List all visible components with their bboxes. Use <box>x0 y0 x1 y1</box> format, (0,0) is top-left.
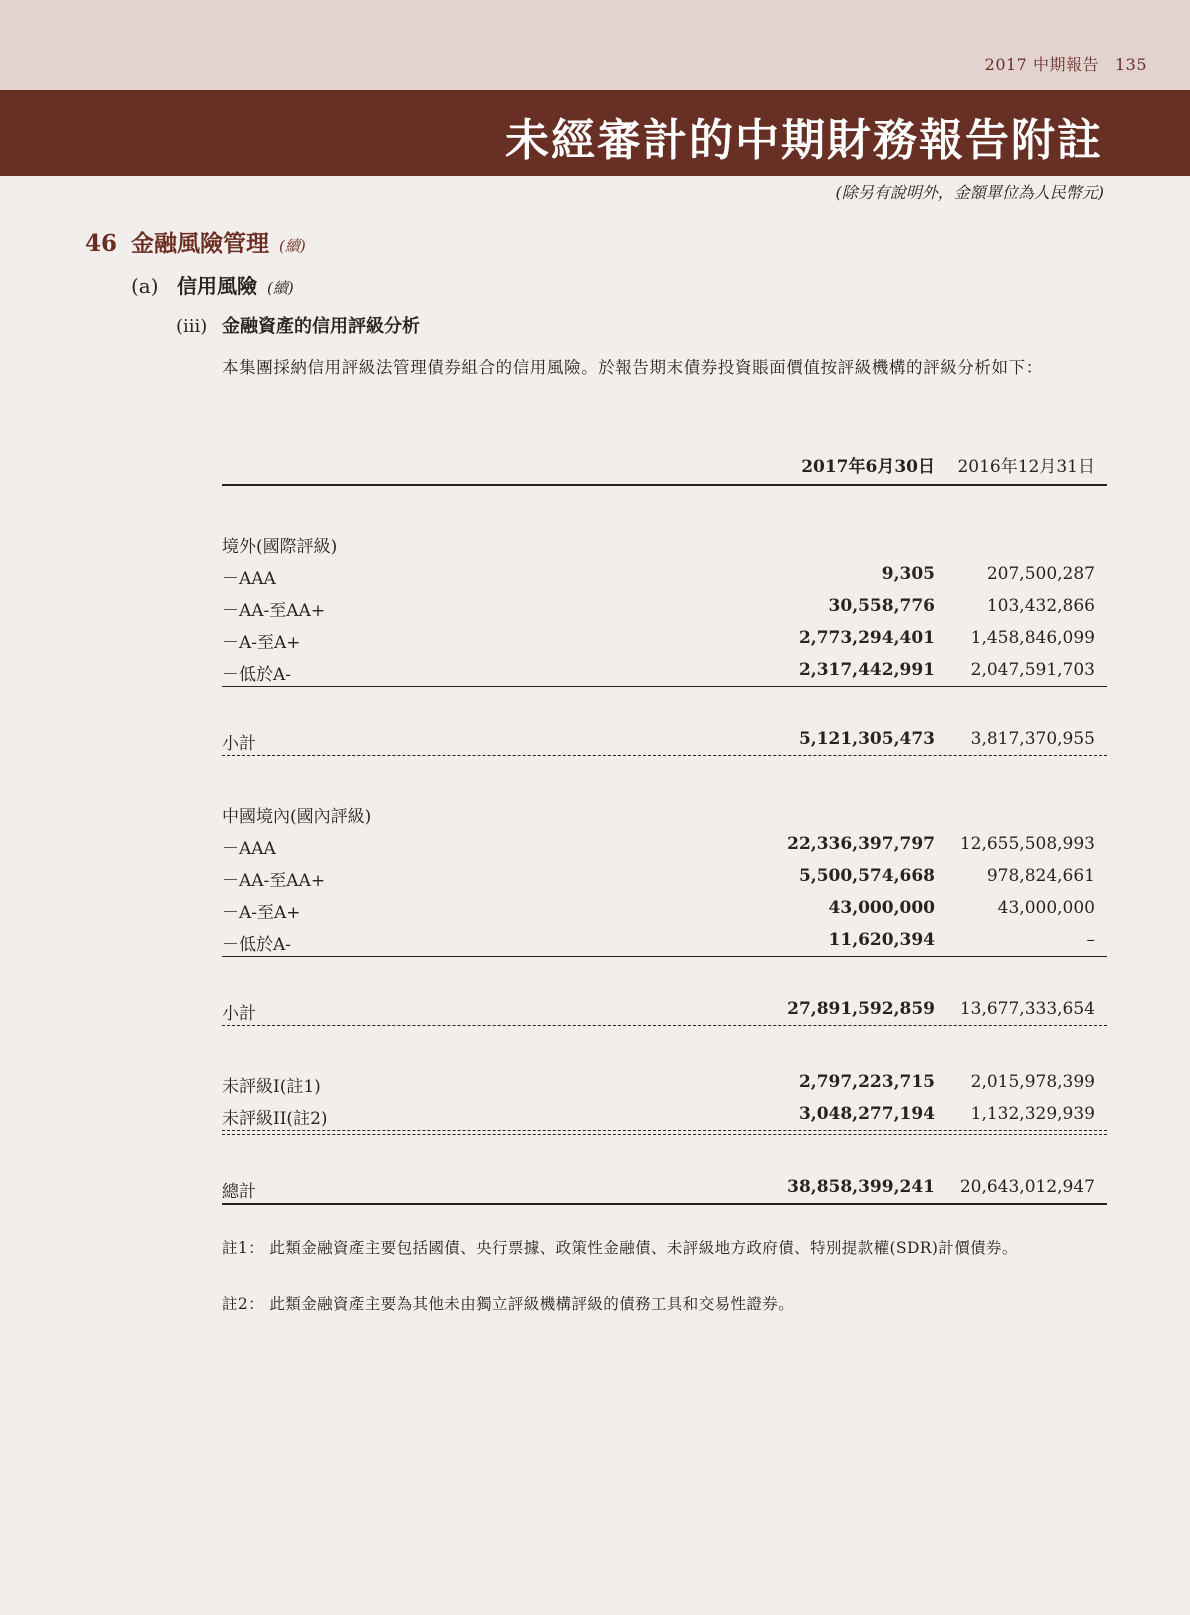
section-number: 46 <box>85 230 118 257</box>
page-number: 135 <box>1114 55 1147 74</box>
subsection-continued: (續) <box>267 279 294 297</box>
subsection-number: (a) <box>131 274 159 298</box>
table-header-row <box>222 450 1107 486</box>
subtotal-row-domestic: 小計 27,891,592,859 13,677,333,654 <box>222 993 1107 1026</box>
table-row: －低於A- 2,317,442,991 2,047,591,703 <box>222 654 1107 687</box>
subtotal-row-overseas: 小計 5,121,305,473 3,817,370,955 <box>222 723 1107 756</box>
subsubsection-number: (iii) <box>176 316 208 337</box>
column-header-2017: 2017年6月30日 <box>801 457 935 477</box>
running-header <box>985 52 1147 75</box>
footnote-1: 註1： 此類金融資產主要包括國債、央行票據、政策性金融債、未評級地方政府債、特別提款權(SDR)計價債券。 <box>222 1239 1018 1257</box>
total-row: 總計 38,858,399,241 20,643,012,947 <box>222 1171 1107 1205</box>
section-title: 金融風險管理 <box>131 230 269 257</box>
column-header-2016: 2016年12月31日 <box>957 457 1095 477</box>
footnote-2: 註2： 此類金融資產主要為其他未由獨立評級機構評級的債務工具和交易性證券。 <box>222 1295 795 1313</box>
title-bar <box>0 90 1190 176</box>
table-row: －AAA 9,305 207,500,287 <box>222 564 1095 589</box>
header-band <box>0 0 1190 90</box>
group-heading-overseas: 境外(國際評級) <box>222 537 338 557</box>
subsubsection-heading <box>176 312 420 338</box>
report-name: 2017 中期報告 <box>984 55 1099 74</box>
table-row: －AAA 22,336,397,797 12,655,508,993 <box>222 834 1095 859</box>
subsubsection-title: 金融資產的信用評級分析 <box>222 316 420 337</box>
section-heading <box>85 225 306 258</box>
table-row: －AA-至AA+ 5,500,574,668 978,824,661 <box>222 866 1095 891</box>
table-row: －A-至A+ 2,773,294,401 1,458,846,099 <box>222 628 1095 653</box>
table-row: －低於A- 11,620,394 – <box>222 924 1107 957</box>
table-row: 未評級I(註1) 2,797,223,715 2,015,978,399 <box>222 1072 1095 1097</box>
table-row: －AA-至AA+ 30,558,776 103,432,866 <box>222 596 1095 621</box>
subsection-title: 信用風險 <box>177 274 257 298</box>
intro-paragraph: 本集團採納信用評級法管理債券組合的信用風險。於報告期末債券投資賬面價值按評級機構的評級分析如下： <box>222 358 1043 377</box>
table-row: 未評級II(註2) 3,048,277,194 1,132,329,939 <box>222 1098 1107 1130</box>
unit-note: (除另有說明外，金額單位為人民幣元) <box>835 183 1104 202</box>
group-heading-domestic: 中國境內(國內評級) <box>222 807 372 827</box>
section-continued: (續) <box>279 237 306 255</box>
credit-rating-table <box>222 450 1107 1205</box>
page-title: 未經審計的中期財務報告附註 <box>505 115 1103 166</box>
table-row: －A-至A+ 43,000,000 43,000,000 <box>222 898 1095 923</box>
subsection-heading <box>131 270 294 299</box>
